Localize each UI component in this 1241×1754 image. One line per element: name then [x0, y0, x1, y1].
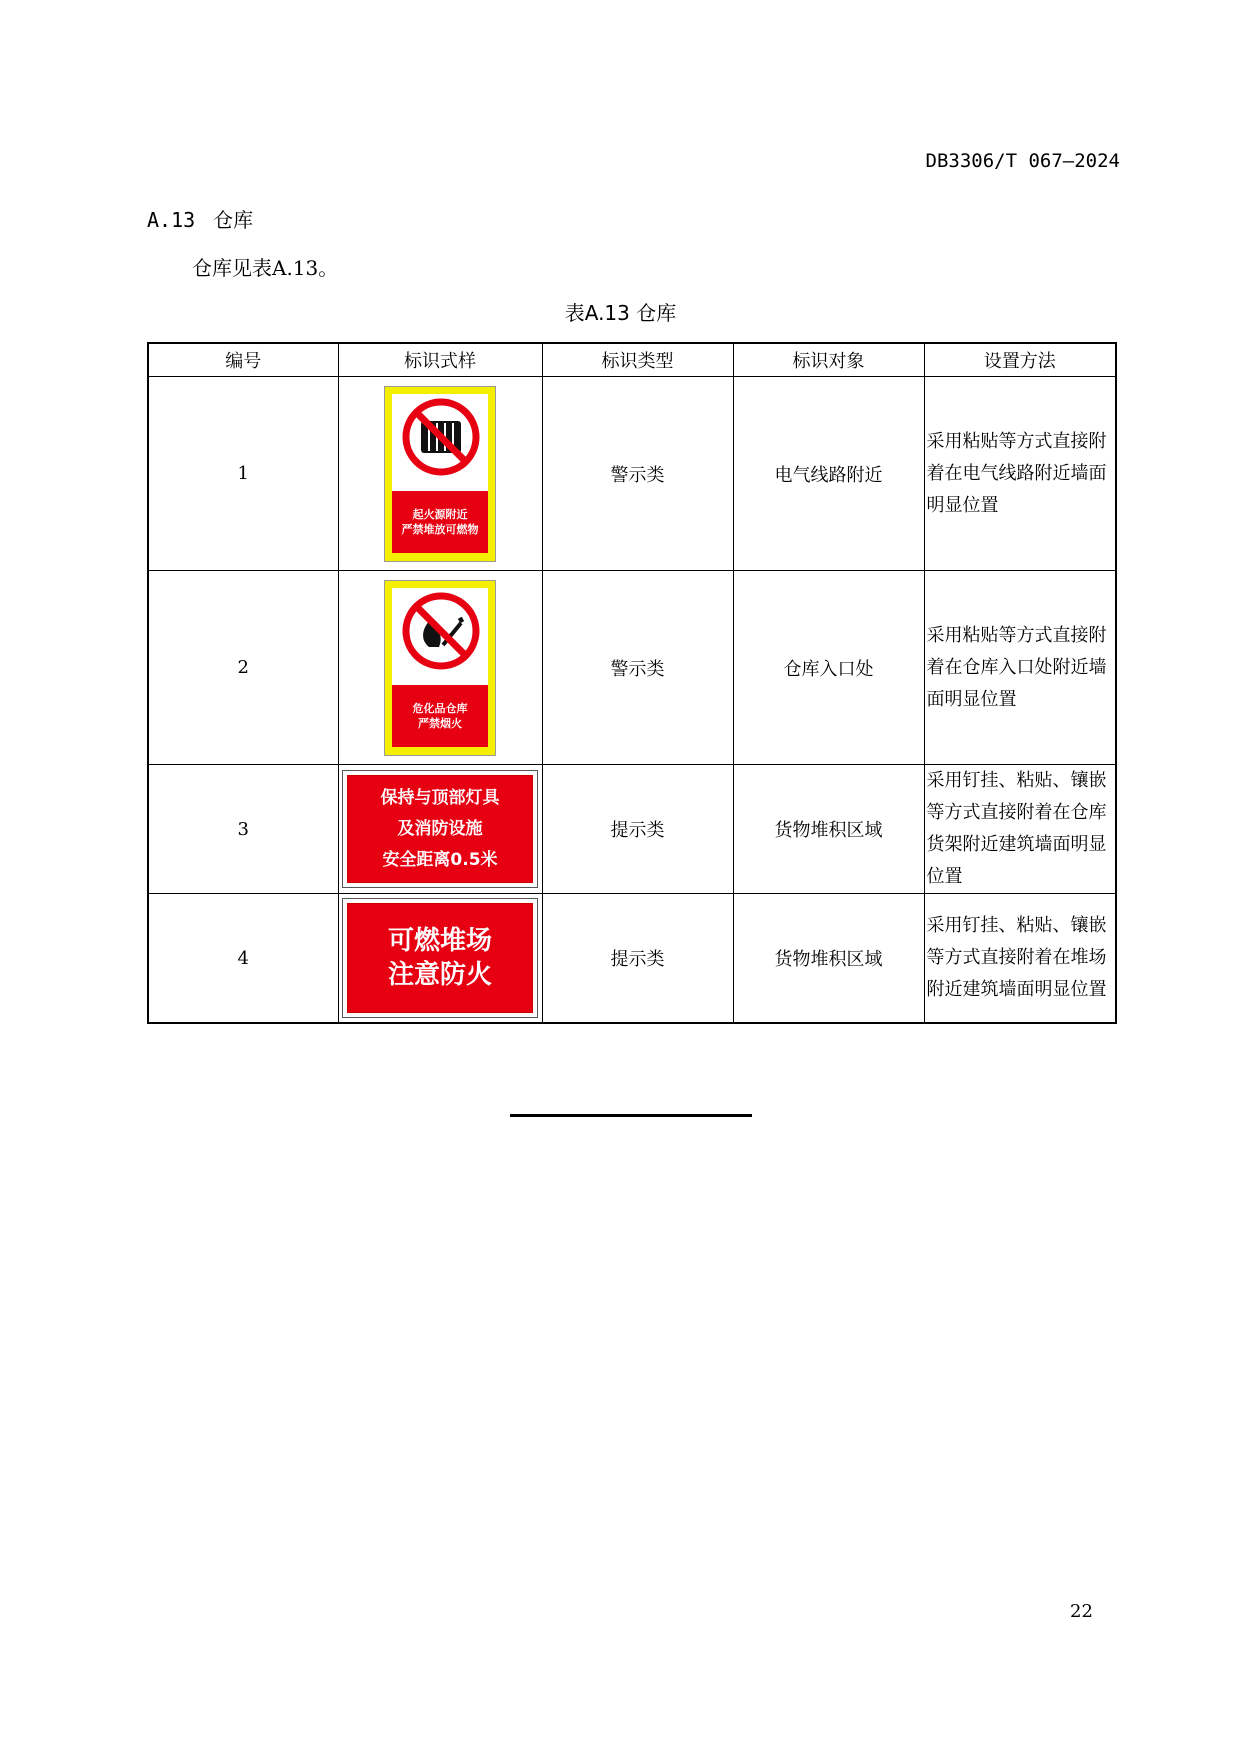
table-row [148, 894, 1116, 1024]
sign-text-line: 保持与顶部灯具 [380, 787, 500, 808]
installation-method: 采用粘贴等方式直接附着在仓库入口处附近墙面明显位置 [924, 571, 1116, 765]
sign-text-line: 及消防设施 [397, 818, 483, 839]
row-number: 2 [148, 571, 338, 765]
sign-type: 提示类 [542, 894, 733, 1024]
installation-method: 采用粘贴等方式直接附着在电气线路附近墙面明显位置 [924, 377, 1116, 571]
text-sign [342, 770, 538, 888]
installation-method: 采用钉挂、粘贴、镶嵌等方式直接附着在仓库货架附近建筑墙面明显位置 [924, 765, 1116, 894]
sign-type: 警示类 [542, 377, 733, 571]
table-header-row [148, 343, 1116, 377]
text-sign [342, 898, 538, 1018]
sign-text: 危化品仓库 严禁烟火 [392, 685, 488, 747]
no-stacking-icon [399, 395, 483, 479]
sign-cell [338, 765, 542, 894]
row-number: 4 [148, 894, 338, 1024]
sign-text-line: 注意防火 [387, 960, 492, 990]
intro-paragraph: 仓库见表A.13。 [192, 256, 339, 280]
table-row [148, 571, 1116, 765]
row-number: 1 [148, 377, 338, 571]
signage-table [147, 342, 1117, 1024]
sign-text: 起火源附近 严禁堆放可燃物 [392, 491, 488, 553]
sign-text-line: 可燃堆场 [387, 926, 492, 956]
column-header-sign-type: 标识类型 [542, 343, 733, 377]
end-of-section-rule [510, 1114, 752, 1117]
section-number: A.13 [147, 208, 196, 232]
installation-method: 采用钉挂、粘贴、镶嵌等方式直接附着在堆场附近建筑墙面明显位置 [924, 894, 1116, 1024]
page-number: 22 [1070, 1601, 1093, 1622]
table-row [148, 765, 1116, 894]
column-header-sign-target: 标识对象 [733, 343, 924, 377]
no-fire-icon [399, 589, 483, 673]
column-header-number: 编号 [148, 343, 338, 377]
sign-target: 货物堆积区域 [733, 894, 924, 1024]
sign-target: 电气线路附近 [733, 377, 924, 571]
sign-cell [338, 377, 542, 571]
sign-target: 货物堆积区域 [733, 765, 924, 894]
sign-text-line: 安全距离0.5米 [382, 849, 498, 870]
row-number: 3 [148, 765, 338, 894]
prohibition-sign [384, 580, 496, 756]
sign-type: 警示类 [542, 571, 733, 765]
column-header-method: 设置方法 [924, 343, 1116, 377]
sign-target: 仓库入口处 [733, 571, 924, 765]
sign-type: 提示类 [542, 765, 733, 894]
section-title: 仓库 [213, 208, 254, 232]
table-row [148, 377, 1116, 571]
column-header-sign-style: 标识式样 [338, 343, 542, 377]
table-caption: 表A.13 仓库 [564, 301, 677, 325]
prohibition-sign [384, 386, 496, 562]
document-number: DB3306/T 067—2024 [925, 150, 1120, 172]
section-heading [147, 204, 253, 233]
sign-cell [338, 894, 542, 1024]
sign-cell [338, 571, 542, 765]
